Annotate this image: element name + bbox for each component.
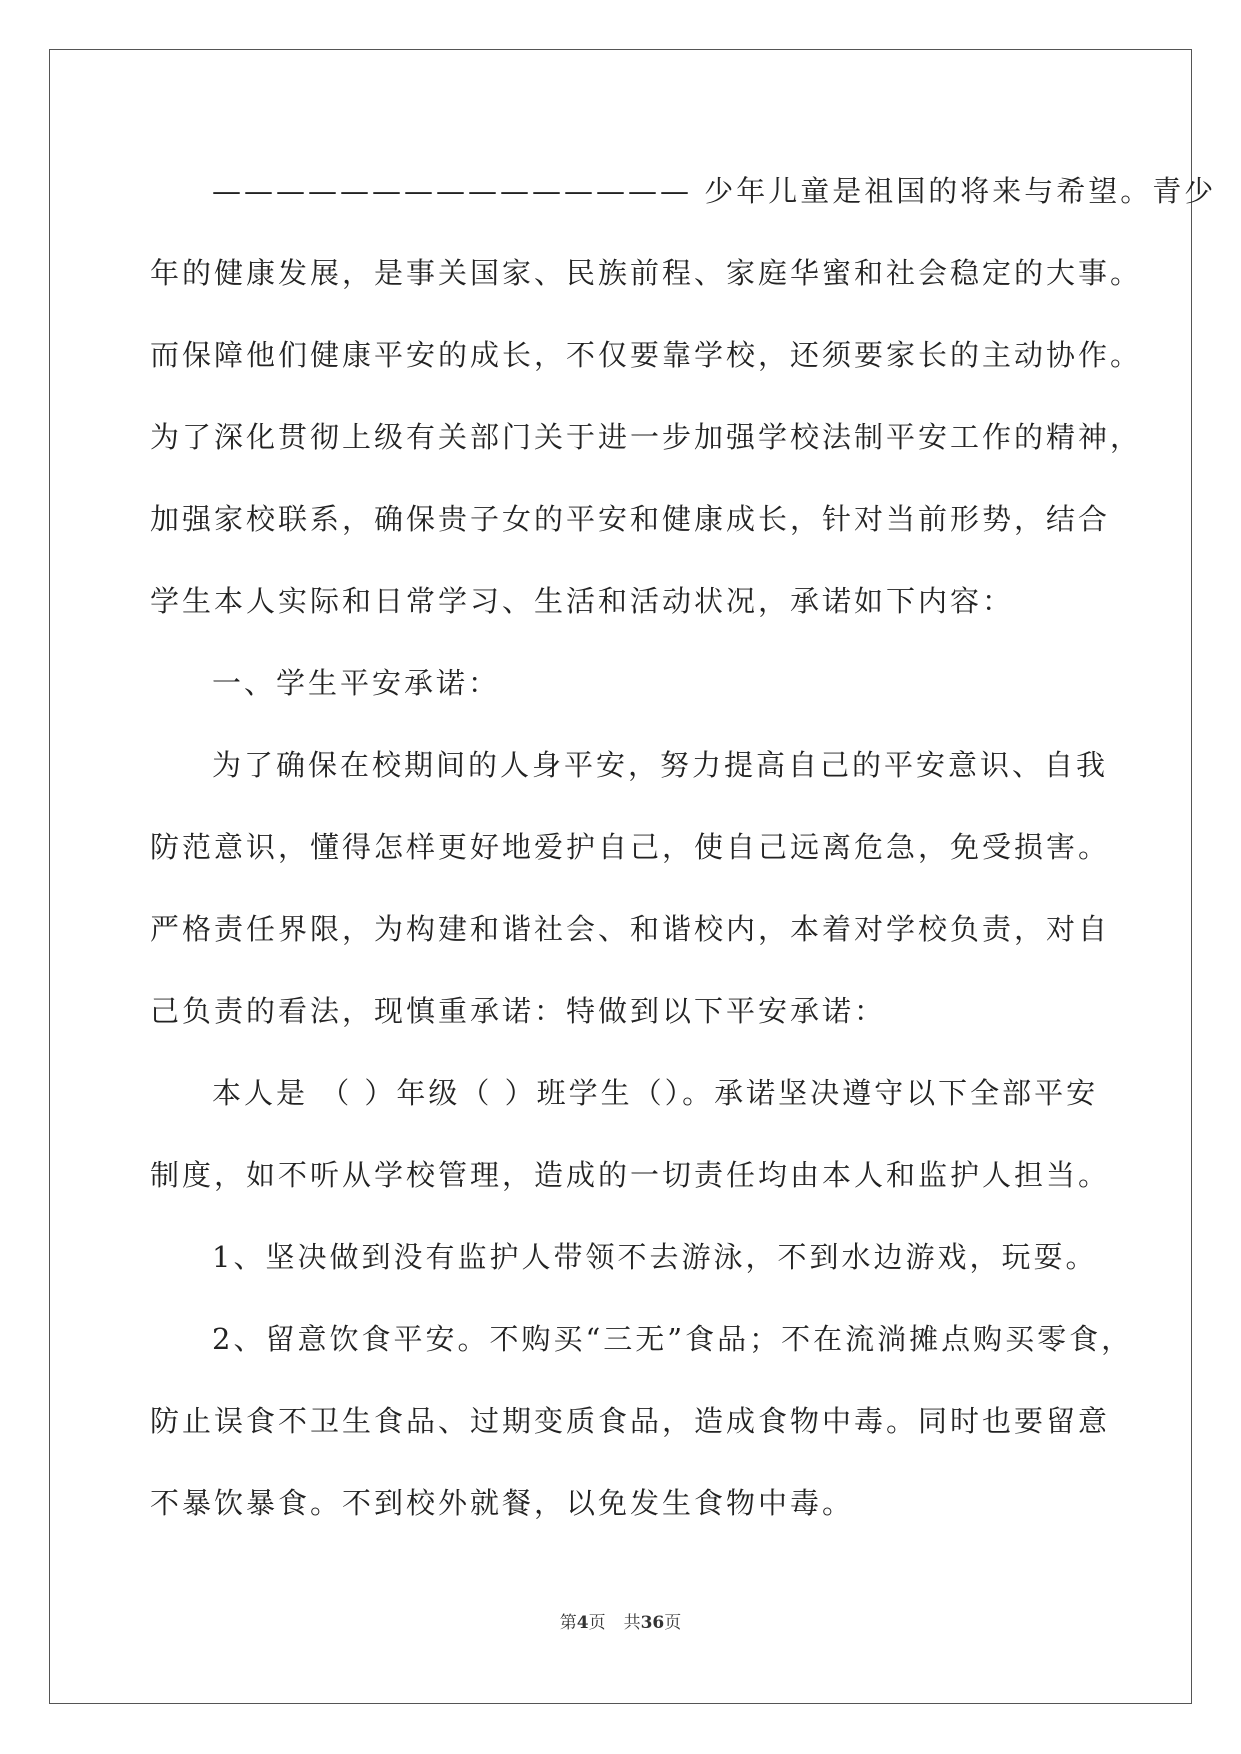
text-line: 严格责任界限，为构建和谐社会、和谐校内，本着对学校负责，对自	[150, 912, 1111, 946]
page-prefix: 第	[559, 1613, 577, 1633]
document-body	[150, 160, 1217, 1554]
total-pages: 36	[640, 1613, 665, 1633]
section-heading: 一、学生平安承诺：	[212, 666, 501, 700]
text-line: 防范意识，懂得怎样更好地爱护自己，使自己远离危急，免受损害。	[150, 830, 1111, 864]
text-line: 加强家校联系，确保贵子女的平安和健康成长，针对当前形势，结合	[150, 502, 1111, 536]
list-item: 1、坚决做到没有监护人带领不去游泳，不到水边游戏，玩耍。	[212, 1240, 1098, 1274]
text-line: 为了深化贯彻上级有关部门关于进一步加强学校法制平安工作的精神，	[150, 420, 1143, 454]
text-line: 学生本人实际和日常学习、生活和活动状况，承诺如下内容：	[150, 584, 1015, 618]
text-line: 为了确保在校期间的人身平安，努力提高自己的平安意识、自我	[212, 748, 1109, 782]
text-line: 本人是 （ ）年级（ ）班学生（）。承诺坚决遵守以下全部平安	[212, 1076, 1099, 1110]
text-line: 而保障他们健康平安的成长，不仅要靠学校，还须要家长的主动协作。	[150, 338, 1143, 372]
text-line: ——————————————— 少年儿童是祖国的将来与希望。青少	[212, 174, 1217, 208]
page-number: 4	[576, 1613, 589, 1633]
text-line: 不暴饮暴食。不到校外就餐，以免发生食物中毒。	[150, 1486, 855, 1520]
total-prefix: 共	[623, 1613, 641, 1633]
page-suffix: 页	[588, 1613, 606, 1633]
page-footer	[0, 1608, 1241, 1633]
list-item: 2、留意饮食平安。不购买“三无”食品；不在流淌摊点购买零食，	[212, 1322, 1134, 1356]
text-line: 防止误食不卫生食品、过期变质食品，造成食物中毒。同时也要留意	[150, 1404, 1111, 1438]
text-line: 己负责的看法，现慎重承诺：特做到以下平安承诺：	[150, 994, 887, 1028]
text-line: 制度，如不听从学校管理，造成的一切责任均由本人和监护人担当。	[150, 1158, 1111, 1192]
total-suffix: 页	[664, 1613, 682, 1633]
text-line: 年的健康发展，是事关国家、民族前程、家庭华蜜和社会稳定的大事。	[150, 256, 1143, 290]
